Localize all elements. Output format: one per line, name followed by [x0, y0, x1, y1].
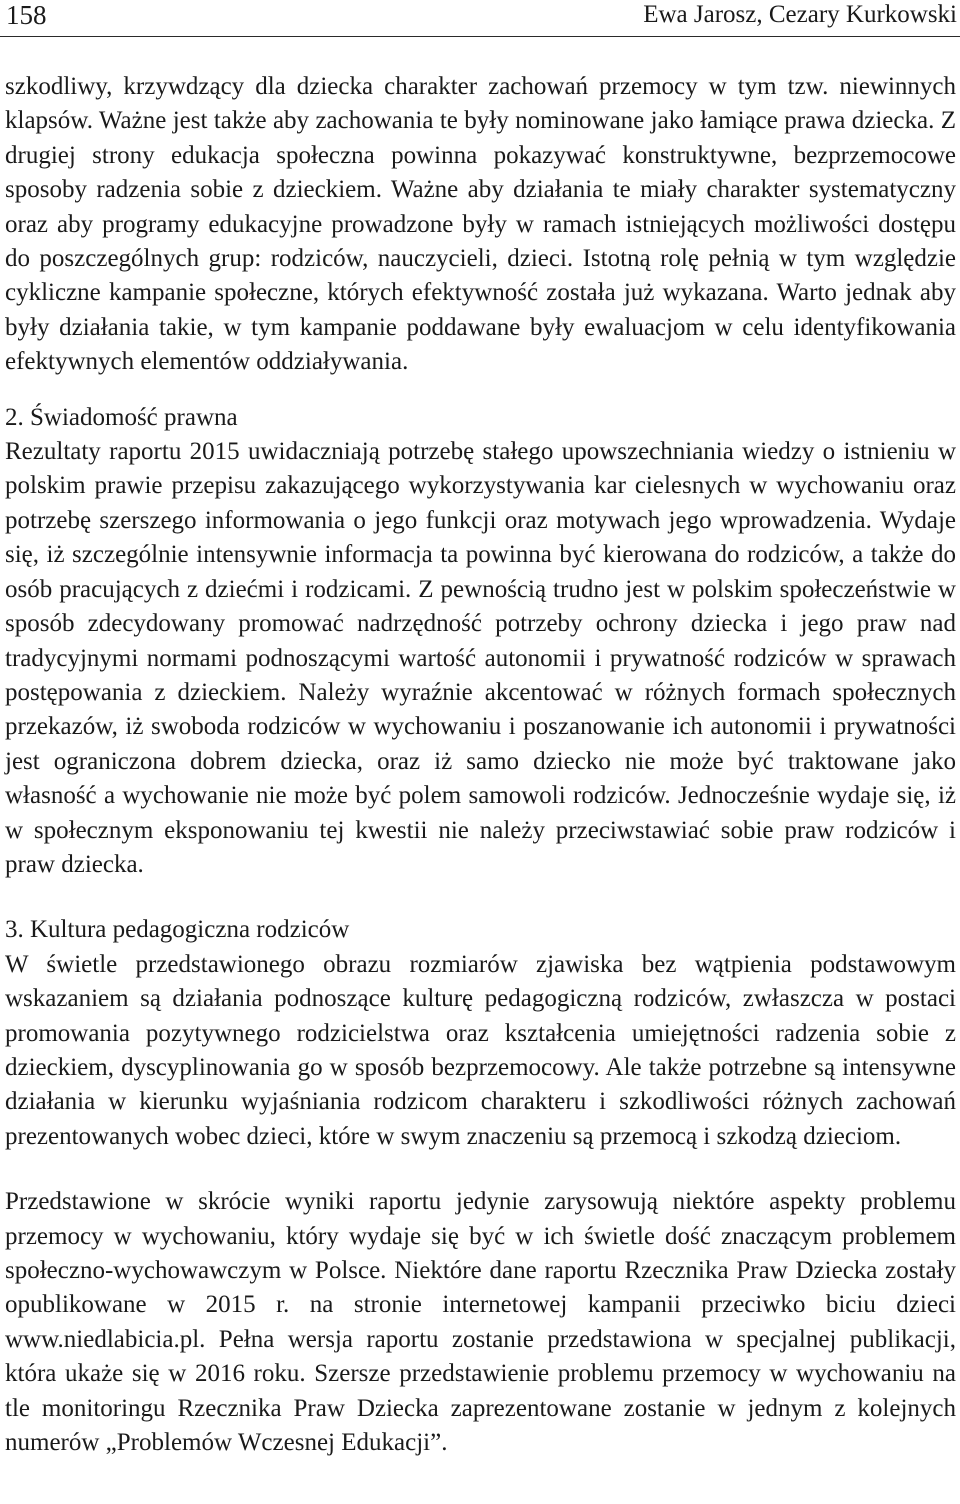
section-3-paragraph: W świetle przedstawionego obrazu rozmiarów zjawiska bez wątpienia podstawowym wskazaniem są działania podnoszące kulturę pedagogiczną rodziców, zwłaszcza w postaci promowania pozytywnego rodzicielstwa oraz kształcenia umiejętności radzenia sobie z dzieckiem, dyscyplinowania go w sposób bezprzemocowy. Ale także potrzebne są intensywne działania w kierunku wyjaśniania rodzicom charakteru i szkodliwości różnych zachowań prezentowanych wobec dzieci, które w swym znaczeniu są przemocą i szkodzą dzieciom.	[5, 950, 956, 1150]
section-2-heading: 2. Świadomość prawna	[5, 403, 238, 431]
page-number: 158	[6, 0, 47, 30]
running-header-authors: Ewa Jarosz, Cezary Kurkowski	[643, 1, 957, 28]
body-text	[5, 70, 956, 1460]
paragraph-closing: Przedstawione w skrócie wyniki raportu jedynie zarysowują niektóre aspekty problemu przemocy w wychowaniu, który wydaje się być w ich świetle dość znaczącym problemem społeczno-wychowawczym w Polsce. Niektóre dane raportu Rzecznika Praw Dziecka zostały opublikowane w 2015 r. na stronie internetowej kampanii przeciwko biciu dzieci www.niedlabicia.pl. Pełna wersja raportu zostanie przedstawiona w specjalnej publikacji, która ukaże się w 2016 roku. Szersze przedstawienie problemu przemocy w wychowaniu na tle monitoringu Rzecznika Praw Dziecka zaprezentowane zostanie w jednym z kolejnych numerów „Problemów Wczesnej Edukacji”.	[5, 1188, 956, 1457]
section-2-paragraph: Rezultaty raportu 2015 uwidaczniają potrzebę stałego upowszechniania wiedzy o istnieniu w polskim prawie przepisu zakazującego wykorzystywania kar cielesnych w wychowaniu oraz potrzebę szerszego informowania o jego funkcji oraz motywach jego wprowadzenia. Wydaje się, iż szczególnie intensywnie informacja ta powinna być kierowana do rodziców, a także do osób pracujących z dziećmi i rodzicami. Z pewnością trudno jest w polskim społeczeństwie w sposób zdecydowany promować nadrzędność potrzeby ochrony dziecka i jego praw nad tradycyjnymi normami podnoszącymi wartość autonomii i prywatność rodziców w sprawach postępowania z dzieckiem. Należy wyraźnie akcentować w różnych formach społecznych przekazów, iż swoboda rodziców w wychowaniu i poszanowanie ich autonomii i prywatności jest ograniczona dobrem dziecka, oraz iż samo dziecko nie może być traktowane jako własność a wychowanie nie może być polem samowoli rodziców. Jednocześnie wydaje się, iż w społecznym eksponowaniu tej kwestii nie należy przeciwstawiać sobie praw rodziców i praw dziecka.	[5, 438, 956, 878]
section-3-heading: 3. Kultura pedagogiczna rodziców	[5, 916, 350, 944]
paragraph-intro: szkodliwy, krzywdzący dla dziecka charakter zachowań przemocy w tym tzw. niewinnych klapsów. Ważne jest także aby zachowania te były nominowane jako łamiące prawa dziecka. Z drugiej strony edukacja społeczna powinna pokazywać konstruktywne, bezprzemocowe sposoby radzenia sobie z dzieckiem. Ważne aby działania te miały charakter systematyczny oraz aby programy edukacyjne prowadzone były w ramach istniejących możliwości dostępu do poszczególnych grup: rodziców, nauczycieli, dzieci. Istotną rolę pełnią w tym względzie cykliczne kampanie społeczne, których efektywność została już wykazana. Warto jednak aby były działania takie, w tym kampanie poddawane były ewaluacjom w celu identyfikowania efektywnych elementów oddziaływania.	[5, 73, 956, 376]
running-header	[0, 0, 960, 37]
